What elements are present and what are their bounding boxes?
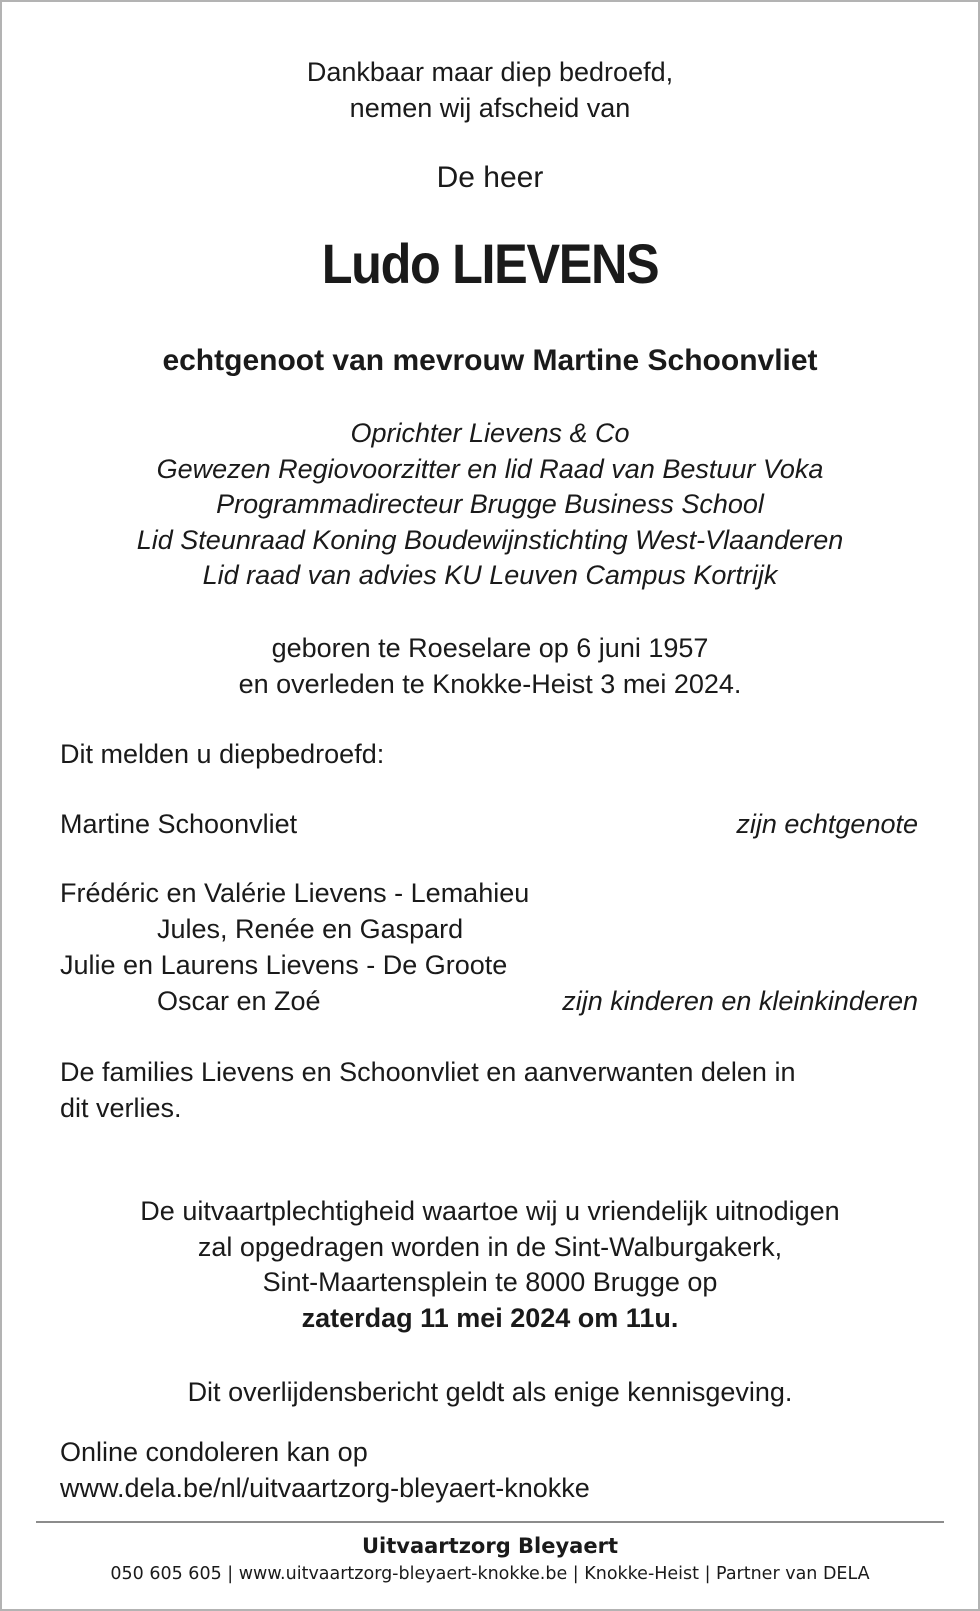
families-line-2: dit verlies.: [60, 1093, 182, 1123]
funeral-home-name: Uitvaartzorg Bleyaert: [361, 1534, 618, 1558]
honorific: De heer: [436, 161, 544, 194]
grandchildren-1: Jules, Renée en Gaspard: [157, 914, 464, 944]
ceremony-datetime: zaterdag 11 mei 2024 om 11u.: [301, 1302, 679, 1333]
spouse-line: echtgenoot van mevrouw Martine Schoonvliet: [162, 344, 818, 377]
funeral-home-info: 050 605 605 | www.uitvaartzorg-bleyaert-knokke.be | Knokke-Heist | Partner van DELA: [110, 1564, 870, 1584]
role-item: Programmadirecteur Brugge Business School: [216, 489, 764, 519]
ceremony-line-3: Sint-Maartensplein te 8000 Brugge op: [262, 1267, 718, 1297]
deceased-name: Ludo LIEVENS: [321, 232, 659, 295]
ceremony-line-2: zal opgedragen worden in de Sint-Walburgakerk,: [197, 1231, 783, 1262]
families-line: [60, 1054, 922, 1126]
online-condolence: [60, 1434, 922, 1506]
role-item: Oprichter Lievens & Co: [350, 418, 630, 448]
announce-label: Dit melden u diepbedroefd:: [60, 739, 385, 769]
ceremony-info: [2, 1194, 978, 1336]
role-item: Lid Steunraad Koning Boudewijnstichting West-Vlaanderen: [136, 524, 844, 555]
condolence-link[interactable]: www.dela.be/nl/uitvaartzorg-bleyaert-knokke: [60, 1473, 590, 1503]
role-item: Gewezen Regiovoorzitter en lid Raad van Bestuur Voka: [156, 453, 824, 484]
mourner-spouse: [60, 806, 918, 842]
families-line-1: De families Lievens en Schoonvliet en aanverwanten delen in: [60, 1057, 796, 1087]
child-family-1: Frédéric en Valérie Lievens - Lemahieu: [60, 878, 530, 908]
birth-line: geboren te Roeselare op 6 juni 1957: [271, 633, 709, 663]
roles-list: [2, 416, 978, 594]
grandchildren-2: Oscar en Zoé: [157, 986, 321, 1016]
life-dates: [2, 630, 978, 702]
notice-line: Dit overlijdensbericht geldt als enige kennisgeving.: [187, 1377, 793, 1407]
online-label: Online condoleren kan op: [60, 1437, 368, 1467]
children-relation: zijn kinderen en kleinkinderen: [562, 986, 918, 1016]
spouse-relation: zijn echtgenote: [736, 809, 918, 839]
intro-line-1: Dankbaar maar diep bedroefd,: [306, 57, 674, 87]
intro: [2, 54, 978, 126]
intro-line-2: nemen wij afscheid van: [349, 93, 631, 123]
footer-divider: [36, 1521, 944, 1523]
mourner-children: [60, 876, 918, 1020]
child-family-2: Julie en Laurens Lievens - De Groote: [60, 950, 508, 980]
spouse-name: Martine Schoonvliet: [60, 809, 298, 839]
role-item: Lid raad van advies KU Leuven Campus Kortrijk: [202, 560, 778, 590]
death-line: en overleden te Knokke-Heist 3 mei 2024.: [238, 669, 742, 699]
ceremony-line-1: De uitvaartplechtigheid waartoe wij u vriendelijk uitnodigen: [140, 1196, 840, 1226]
